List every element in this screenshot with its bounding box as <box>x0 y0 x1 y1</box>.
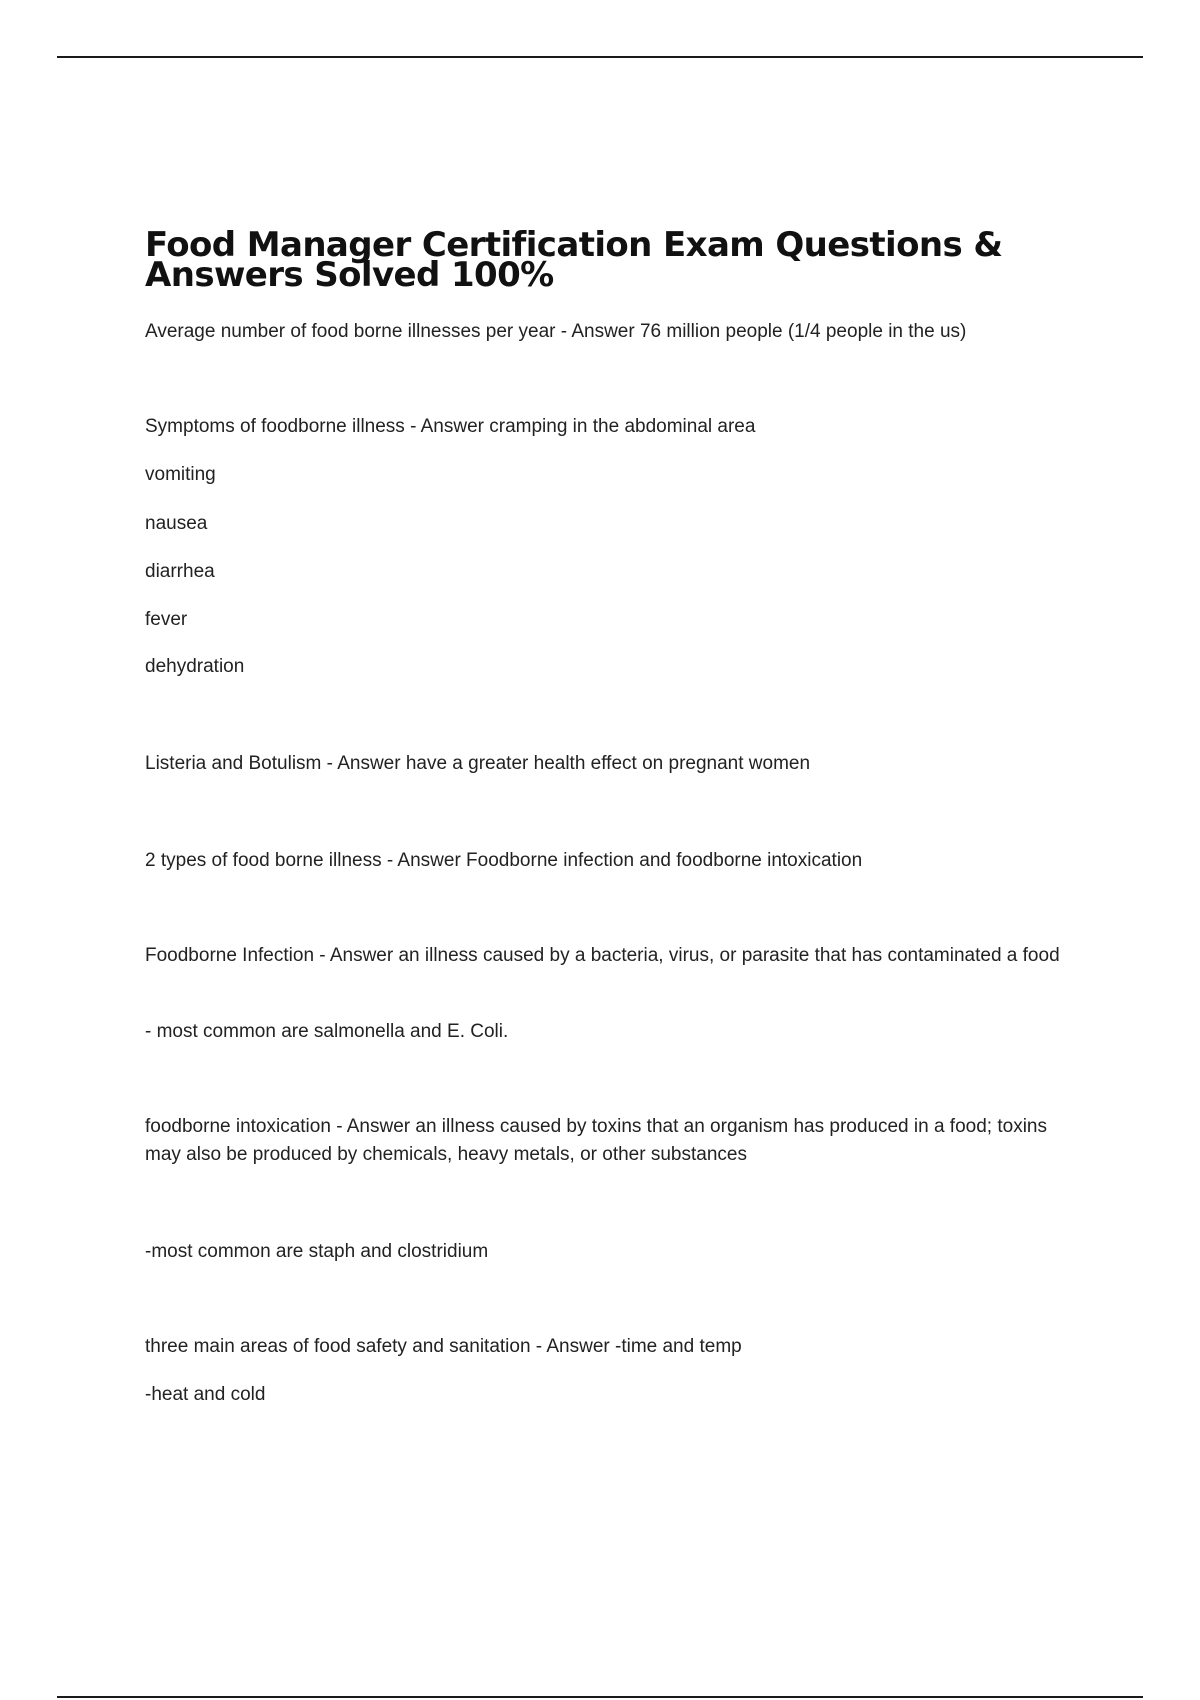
area-heat-and-cold: -heat and cold <box>145 1384 266 1405</box>
symptom-nausea: nausea <box>145 513 208 534</box>
qa-three-main-areas: three main areas of food safety and sanitation - Answer -time and temp <box>145 1336 742 1357</box>
infection-note: - most common are salmonella and E. Coli. <box>145 1021 509 1042</box>
qa-symptoms: Symptoms of foodborne illness - Answer cramping in the abdominal area <box>145 416 756 437</box>
qa-types-of-illness: 2 types of food borne illness - Answer Foodborne infection and foodborne intoxication <box>145 850 863 871</box>
symptom-vomiting: vomiting <box>145 464 216 485</box>
bottom-rule <box>57 1696 1143 1698</box>
document-title: Food Manager Certification Exam Questions & Answers Solved 100% <box>145 225 1003 295</box>
qa-listeria-botulism: Listeria and Botulism - Answer have a greater health effect on pregnant women <box>145 753 811 774</box>
qa-average-illnesses: Average number of food borne illnesses per year - Answer 76 million people (1/4 people in the us) <box>145 321 967 342</box>
top-rule <box>57 56 1143 58</box>
intoxication-note: -most common are staph and clostridium <box>145 1241 489 1262</box>
symptom-diarrhea: diarrhea <box>145 561 215 582</box>
symptom-fever: fever <box>145 609 188 630</box>
qa-foodborne-intoxication: foodborne intoxication - Answer an illness caused by toxins that an organism has produced in a food; toxins may also be produced by chemicals, heavy metals, or other substances <box>145 1116 1047 1165</box>
symptom-dehydration: dehydration <box>145 656 245 677</box>
qa-foodborne-infection: Foodborne Infection - Answer an illness caused by a bacteria, virus, or parasite that has contaminated a food <box>145 945 1060 966</box>
